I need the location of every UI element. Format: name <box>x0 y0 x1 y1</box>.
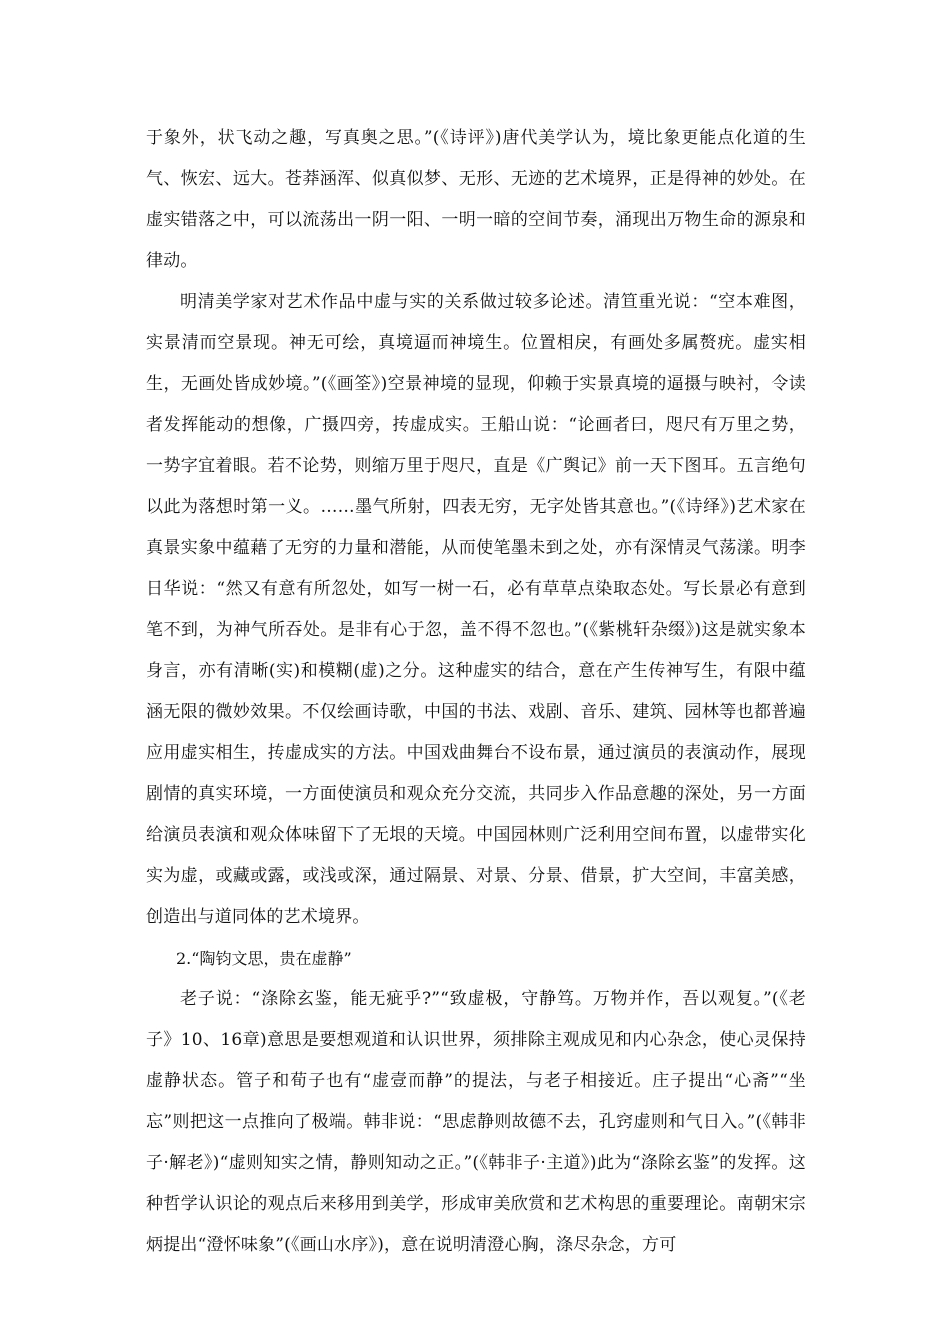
document-body <box>146 118 806 1266</box>
paragraph-ming-qing-aesthetics: 明清美学家对艺术作品中虚与实的关系做过较多论述。清笪重光说：“空本难图，实景清而空景现。神无可绘，真境逼而神境生。位置相戾，有画处多属赘疣。虚实相生，无画处皆成妙境。”(《画筌》)空景神境的显现，仰赖于实景真境的逼摄与映衬，令读者发挥能动的想像，广摄四旁，抟虚成实。王船山说：“论画者曰，咫尺有万里之势，一势字宜着眼。若不论势，则缩万里于咫尺，直是《广舆记》前一天下图耳。五言绝句以此为落想时第一义。……墨气所射，四表无穷，无字处皆其意也。”(《诗绎》)艺术家在真景实象中蕴藉了无穷的力量和潜能，从而使笔墨未到之处，亦有深情灵气荡漾。明李日华说：“然又有意有所忽处，如写一树一石，必有草草点染取态处。写长景必有意到笔不到，为神气所吞处。是非有心于忽，盖不得不忽也。”(《紫桃轩杂缀》)这是就实象本身言，亦有清晰(实)和模糊(虚)之分。这种虚实的结合，意在产生传神写生，有限中蕴涵无限的微妙效果。不仅绘画诗歌，中国的书法、戏剧、音乐、建筑、园林等也都普遍应用虚实相生，抟虚成实的方法。中国戏曲舞台不设布景，通过演员的表演动作，展现剧情的真实环境，一方面使演员和观众充分交流，共同步入作品意趣的深处，另一方面给演员表演和观众体味留下了无垠的天境。中国园林则广泛利用空间布置，以虚带实化实为虚，或藏或露，或浅或深，通过隔景、对景、分景、借景，扩大空间，丰富美感，创造出与道同体的艺术境界。 <box>146 292 806 927</box>
section-heading: 2.“陶钧文思，贵在虚静” <box>176 949 352 968</box>
paragraph-laozi: 老子说：“涤除玄鉴，能无疵乎?”“致虚极，守静笃。万物并作，吾以观复。”(《老子》10、16章)意思是要想观道和认识世界，须排除主观成见和内心杂念，使心灵保持虚静状态。管子和荀子也有“虚壹而静”的提法，与老子相接近。庄子提出“心斋”“坐忘”则把这一点推向了极端。韩非说：“思虑静则故德不去，孔窍虚则和气日入。”(《韩非子·解老》)“虚则知实之情，静则知动之正。”(《韩非子·主道》)此为“涤除玄鉴”的发挥。这种哲学认识论的观点后来移用到美学，形成审美欣赏和艺术构思的重要理论。南朝宋宗炳提出“澄怀味象”(《画山水序》)，意在说明清澄心胸，涤尽杂念，方可 <box>146 989 806 1255</box>
paragraph-continuation: 于象外，状飞动之趣，写真奥之思。”(《诗评》)唐代美学认为，境比象更能点化道的生气、恢宏、远大。苍莽涵浑、似真似梦、无形、无迹的艺术境界，正是得神的妙处。在虚实错落之中，可以流荡出一阴一阳、一明一暗的空间节奏，涌现出万物生命的源泉和律动。 <box>146 128 806 271</box>
